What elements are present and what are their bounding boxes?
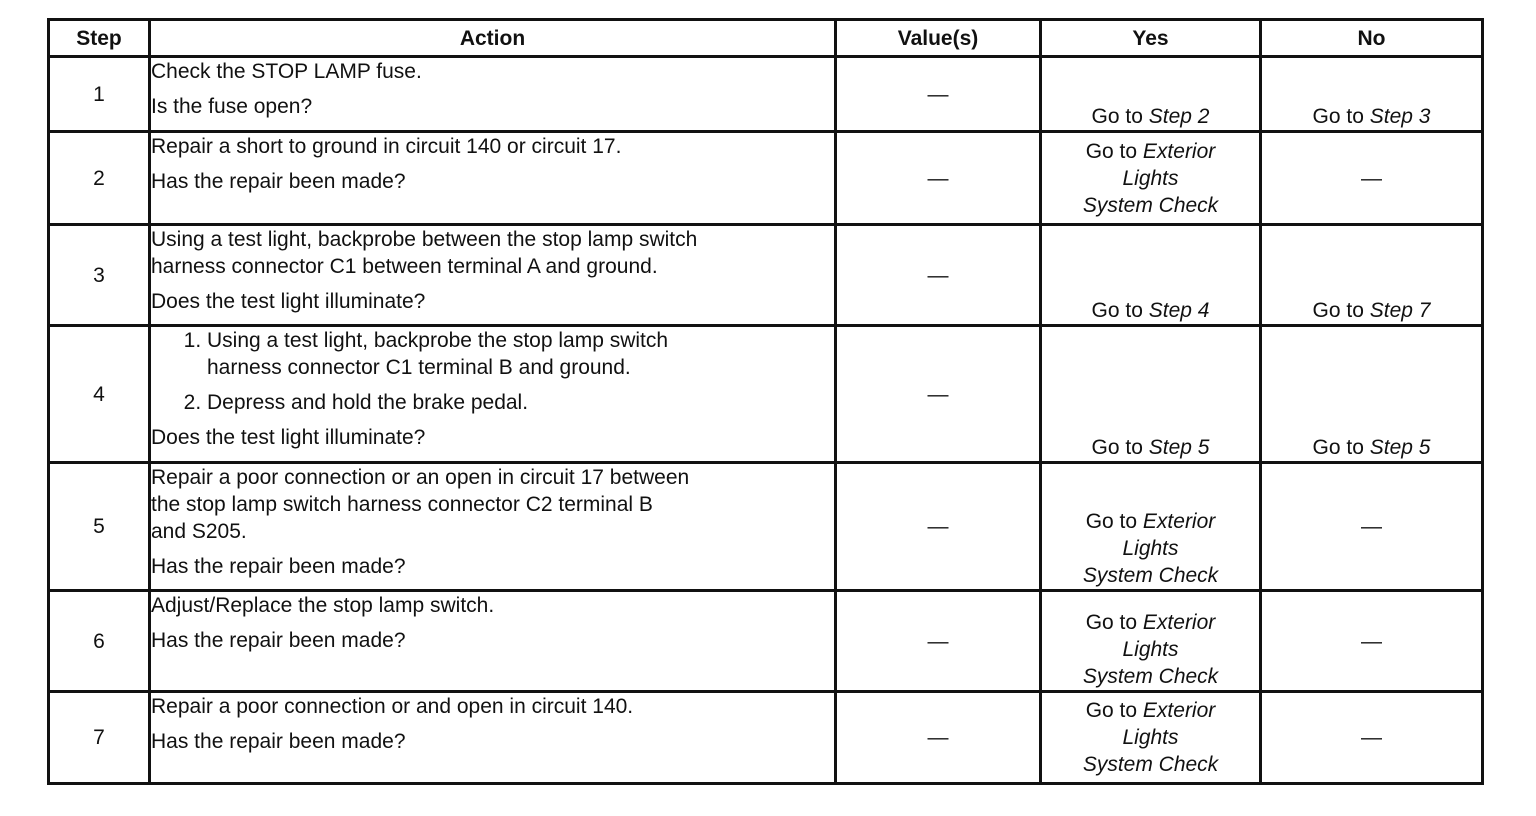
action-line: Check the STOP LAMP fuse.: [151, 60, 422, 83]
no-cell: —: [1261, 132, 1483, 225]
value-cell: —: [836, 591, 1041, 692]
go-to-text: Go to: [1085, 611, 1138, 634]
go-to-text: Go to: [1085, 510, 1138, 533]
value-cell: —: [836, 463, 1041, 591]
header-step: Step: [49, 20, 150, 57]
yes-target: Step 4: [1148, 299, 1210, 322]
header-yes: Yes: [1041, 20, 1261, 57]
action-line: Using a test light, backprobe between the stop lamp switch: [151, 228, 698, 251]
action-cell: [150, 463, 836, 591]
yes-cell: [1041, 57, 1261, 132]
action-line: Repair a poor connection or and open in circuit 140.: [151, 695, 634, 718]
action-cell: [150, 591, 836, 692]
table-row: [49, 692, 1483, 784]
action-question: Does the test light illuminate?: [151, 426, 426, 449]
action-line: Adjust/Replace the stop lamp switch.: [151, 594, 495, 617]
go-to-text: Go to: [1091, 299, 1143, 322]
table-row: [49, 591, 1483, 692]
action-cell: [150, 692, 836, 784]
substep-line: harness connector C1 terminal B and ground.: [207, 356, 631, 379]
substep-line: 2. Depress and hold the brake pedal.: [207, 391, 529, 414]
yes-target: Step 2: [1148, 105, 1210, 128]
table-row: [49, 225, 1483, 326]
go-to-text: Go to: [1091, 436, 1143, 459]
go-to-text: Go to: [1312, 299, 1364, 322]
go-to-text: Go to: [1085, 139, 1138, 163]
yes-cell: [1041, 326, 1261, 463]
table-row: [49, 57, 1483, 132]
yes-target: Lights: [1122, 166, 1179, 190]
step-number: 5: [49, 463, 150, 591]
action-cell: [150, 225, 836, 326]
yes-target: Exterior: [1142, 139, 1216, 163]
no-cell: [1261, 326, 1483, 463]
yes-target: System Check: [1082, 564, 1219, 587]
step-number: 4: [49, 326, 150, 463]
action-line: the stop lamp switch harness connector C2 terminal B: [151, 493, 653, 516]
diagnostic-table: [47, 18, 1484, 785]
no-cell: —: [1261, 591, 1483, 692]
action-cell: [150, 57, 836, 132]
no-cell: —: [1261, 463, 1483, 591]
no-cell: —: [1261, 692, 1483, 784]
go-to-text: Go to: [1091, 105, 1143, 128]
yes-target: Exterior: [1142, 510, 1216, 533]
action-cell: [150, 132, 836, 225]
value-cell: —: [836, 225, 1041, 326]
value-cell: —: [836, 132, 1041, 225]
header-row: [49, 20, 1483, 57]
no-target: Step 5: [1369, 436, 1431, 459]
substep-item: [207, 389, 834, 416]
substep-item: [207, 327, 834, 381]
step-number: 6: [49, 591, 150, 692]
yes-cell: [1041, 591, 1261, 692]
step-number: 7: [49, 692, 150, 784]
action-question: Has the repair been made?: [151, 629, 406, 652]
substep-line: 1. Using a test light, backprobe the stop lamp switch: [207, 329, 669, 352]
yes-cell: [1041, 463, 1261, 591]
value-cell: —: [836, 57, 1041, 132]
yes-target: Lights: [1122, 726, 1179, 749]
step-number: 3: [49, 225, 150, 326]
go-to-text: Go to: [1312, 436, 1364, 459]
action-line: harness connector C1 between terminal A and ground.: [151, 255, 658, 278]
action-line: and S205.: [151, 520, 247, 543]
yes-target: System Check: [1082, 753, 1219, 776]
yes-cell: [1041, 132, 1261, 225]
no-target: Step 3: [1369, 105, 1431, 128]
yes-target: System Check: [1082, 193, 1219, 217]
action-question: Has the repair been made?: [151, 555, 406, 578]
yes-target: System Check: [1082, 665, 1219, 688]
yes-cell: [1041, 692, 1261, 784]
header-values: Value(s): [836, 20, 1041, 57]
table-row: [49, 463, 1483, 591]
yes-target: Exterior: [1142, 699, 1216, 722]
action-cell: [150, 326, 836, 463]
no-cell: [1261, 225, 1483, 326]
yes-target: Lights: [1122, 638, 1179, 661]
step-number: 1: [49, 57, 150, 132]
action-question: Does the test light illuminate?: [151, 290, 426, 313]
table-row: [49, 132, 1483, 225]
value-cell: —: [836, 692, 1041, 784]
go-to-text: Go to: [1312, 105, 1364, 128]
table-row: [49, 326, 1483, 463]
yes-target: Exterior: [1142, 611, 1216, 634]
yes-cell: [1041, 225, 1261, 326]
step-number: 2: [49, 132, 150, 225]
header-action: Action: [150, 20, 836, 57]
action-question: Has the repair been made?: [151, 730, 406, 753]
action-question: Is the fuse open?: [151, 95, 313, 118]
action-line: Repair a short to ground in circuit 140 or circuit 17.: [151, 135, 622, 158]
go-to-text: Go to: [1085, 699, 1138, 722]
yes-target: Lights: [1122, 537, 1179, 560]
header-no: No: [1261, 20, 1483, 57]
no-target: Step 7: [1369, 299, 1431, 322]
substep-list: [151, 327, 834, 416]
no-cell: [1261, 57, 1483, 132]
value-cell: —: [836, 326, 1041, 463]
action-question: Has the repair been made?: [151, 170, 406, 193]
yes-target: Step 5: [1148, 436, 1210, 459]
action-line: Repair a poor connection or an open in circuit 17 between: [151, 466, 690, 489]
